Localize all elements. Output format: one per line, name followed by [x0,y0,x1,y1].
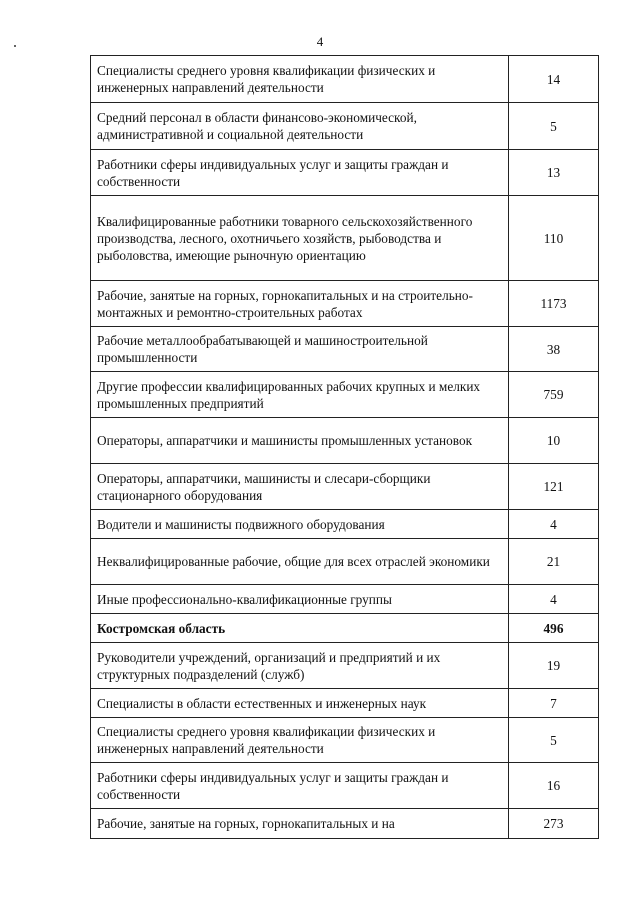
table-row [91,809,599,839]
table-row [91,763,599,809]
table-row [91,103,599,150]
table-row [91,539,599,585]
table-row [91,281,599,327]
occupation-table [90,55,599,839]
table-row [91,418,599,464]
occupation-name-cell: Руководители учреждений, организаций и предприятий и их структурных подразделений (служб) [91,643,509,689]
count-cell: 10 [509,418,599,464]
table-row [91,327,599,372]
occupation-name-cell: Работники сферы индивидуальных услуг и защиты граждан и собственности [91,763,509,809]
occupation-name-cell: Работники сферы индивидуальных услуг и защиты граждан и собственности [91,150,509,196]
count-cell: 38 [509,327,599,372]
count-cell: 121 [509,464,599,510]
occupation-name-cell: Рабочие металлообрабатывающей и машиностроительной промышленности [91,327,509,372]
count-cell: 16 [509,763,599,809]
count-cell: 13 [509,150,599,196]
count-cell: 14 [509,56,599,103]
occupation-name-cell: Другие профессии квалифицированных рабочих крупных и мелких промышленных предприятий [91,372,509,418]
occupation-name-cell: Рабочие, занятые на горных, горнокапитальных и на [91,809,509,839]
occupation-name-cell: Квалифицированные работники товарного сельскохозяйственного производства, лесного, охотничьего хозяйств, рыбоводства и рыболовства, имеющие рыночную ориентацию [91,196,509,281]
occupation-name-cell: Иные профессионально-квалификационные группы [91,585,509,614]
occupation-name-cell: Водители и машинисты подвижного оборудования [91,510,509,539]
count-cell: 4 [509,585,599,614]
table-row [91,150,599,196]
occupation-name-cell: Операторы, аппаратчики и машинисты промышленных установок [91,418,509,464]
table-row [91,56,599,103]
page-number: 4 [316,34,324,49]
scan-speck [14,45,16,47]
table-row [91,585,599,614]
count-cell: 273 [509,809,599,839]
count-cell: 496 [509,614,599,643]
count-cell: 5 [509,718,599,763]
count-cell: 19 [509,643,599,689]
count-cell: 5 [509,103,599,150]
count-cell: 21 [509,539,599,585]
table-row [91,718,599,763]
occupation-name-cell: Рабочие, занятые на горных, горнокапитальных и на строительно-монтажных и ремонтно-строительных работах [91,281,509,327]
table-row [91,510,599,539]
count-cell: 1173 [509,281,599,327]
occupation-name-cell: Операторы, аппаратчики, машинисты и слесари-сборщики стационарного оборудования [91,464,509,510]
table-row [91,196,599,281]
table-row [91,372,599,418]
table-row [91,464,599,510]
occupation-name-cell: Неквалифицированные рабочие, общие для всех отраслей экономики [91,539,509,585]
occupation-name-cell: Специалисты среднего уровня квалификации физических и инженерных направлений деятельности [91,718,509,763]
occupation-name-cell: Специалисты в области естественных и инженерных наук [91,689,509,718]
table-row [91,643,599,689]
table-body [91,56,599,839]
occupation-name-cell: Специалисты среднего уровня квалификации физических и инженерных направлений деятельности [91,56,509,103]
table-row [91,689,599,718]
count-cell: 7 [509,689,599,718]
count-cell: 110 [509,196,599,281]
occupation-name-cell: Костромская область [91,614,509,643]
count-cell: 759 [509,372,599,418]
table-row [91,614,599,643]
occupation-name-cell: Средний персонал в области финансово-экономической, административной и социальной деятельности [91,103,509,150]
count-cell: 4 [509,510,599,539]
